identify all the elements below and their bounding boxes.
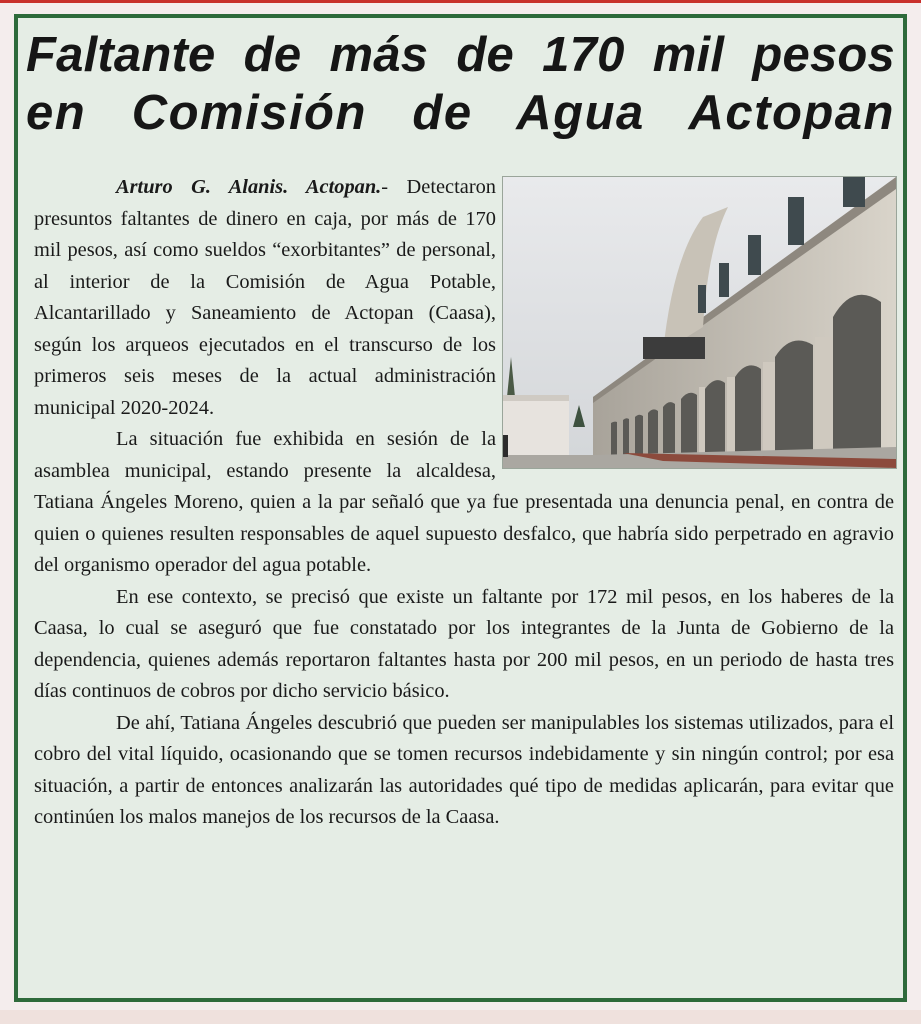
- article-headline: [26, 26, 895, 142]
- article-paragraph-2: La situación fue exhibida en sesión de la asamblea municipal, estando presente la alcaldesa, Tatiana Ángeles Moreno, quien a la par señaló que ya fue presentada una denuncia penal, en contra de quien o quienes resulten responsables de aquel supuesto desfalco, que habría sido perpetrado en agravio del organismo operador del agua potable.: [34, 428, 894, 576]
- top-accent-line: [0, 0, 921, 3]
- article-body: [34, 172, 894, 834]
- article-paragraph-3: En ese contexto, se precisó que existe un faltante por 172 mil pesos, en los haberes de la Caasa, lo cual se aseguró que fue constatado por los integrantes de la Junta de Gobierno de la dependencia, quienes además reportaron faltantes hasta por 200 mil pesos, en un periodo de hasta tres días continuos de cobros por dicho servicio básico.: [34, 585, 894, 702]
- article-frame: [14, 14, 907, 1002]
- article-byline: Arturo G. Alanis. Actopan.: [116, 176, 382, 198]
- article-paragraph-4: De ahí, Tatiana Ángeles descubrió que pueden ser manipulables los sistemas utilizados, para el cobro del vital líquido, ocasionando que se tomen recursos indebidamente y sin ningún control; por esa situación, a partir de entonces analizarán las autoridades qué tipo de medidas aplicarán, para evitar que continúen los malos manejos de los recursos de la Caasa.: [34, 711, 894, 828]
- headline-line-1: Faltante de más de 170 mil pesos: [26, 28, 895, 82]
- paragraph-1-text: - Detectaron presuntos faltantes de dinero en caja, por más de 170 mil pesos, así como sueldos “exorbitantes” de personal, al interior de la Comisión de Agua Potable, Alcantarillado y Saneamiento de Actopan (Caasa), según los arqueos ejecutados en el transcurso de los primeros seis meses de la actual administración municipal 2020-2024.: [34, 176, 496, 419]
- photo-float-spacer: [496, 172, 894, 480]
- headline-line-2: en Comisión de Agua Actopan: [26, 86, 895, 140]
- bottom-band: [0, 1010, 921, 1024]
